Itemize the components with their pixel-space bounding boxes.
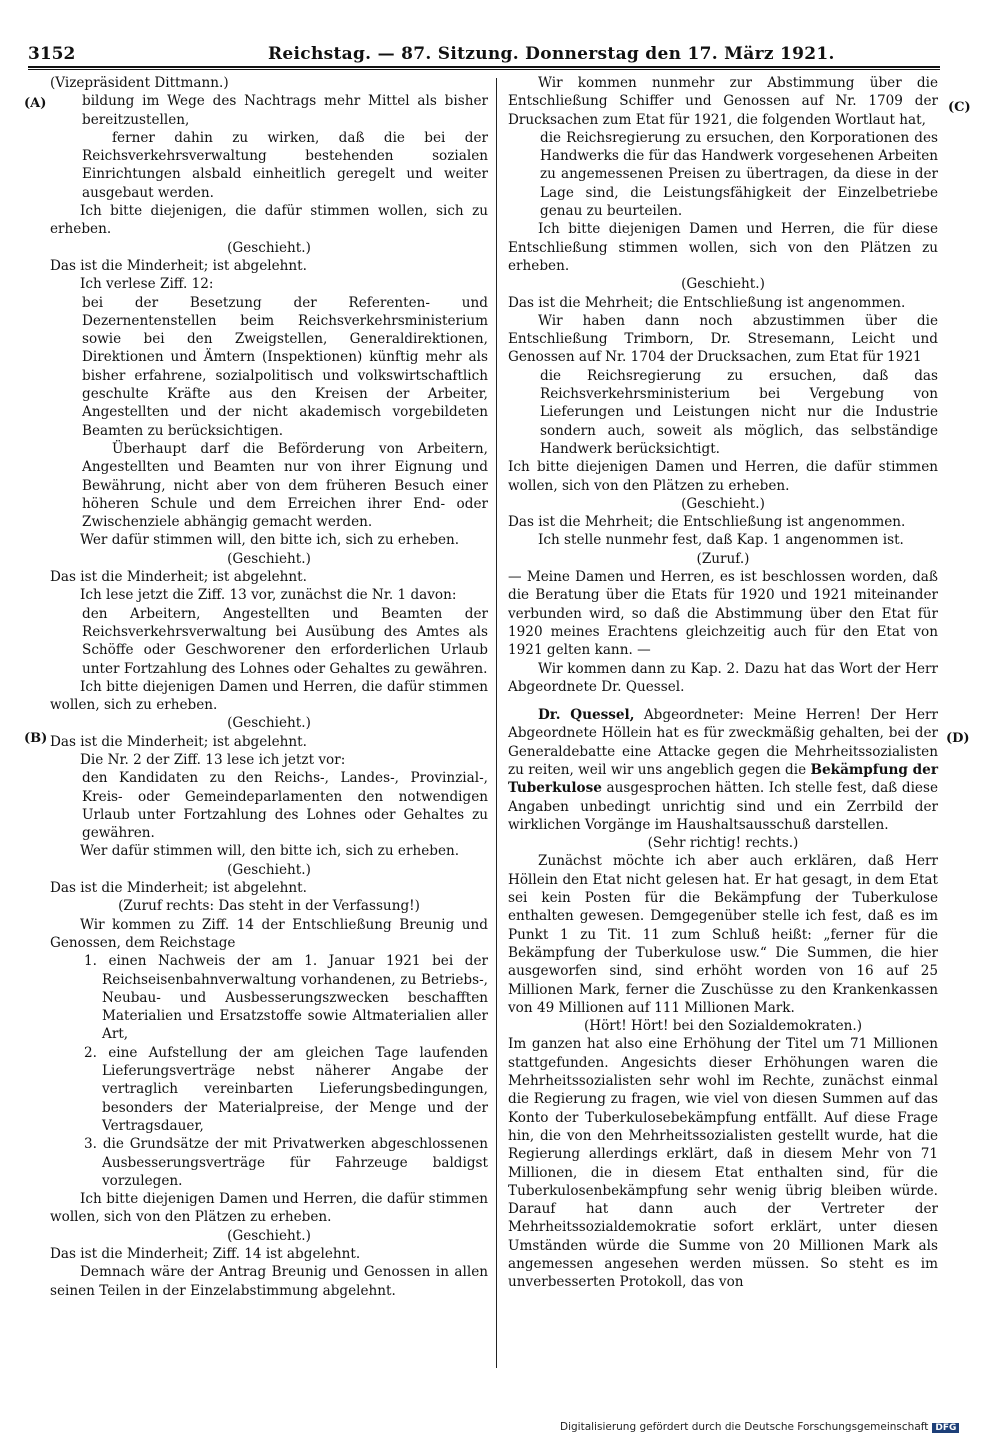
- quoted-motion: die Reichsregierung zu ersuchen, den Korporationen des Handwerks die für das Handwerk vorgesehenen Arbeiten zu angemessenen Preisen zu übertragen, da diese in der Lage sind, die Leistungsfähigkeit der Einzelbetriebe genau zu beurteilen.: [540, 129, 938, 220]
- paragraph: ferner dahin zu wirken, daß die bei der Reichsverkehrsverwaltung bestehenden sozialen Einrichtungen alsbald einheitlich geregelt und weiter ausgebaut werden.: [82, 129, 488, 201]
- paragraph: Wir kommen nunmehr zur Abstimmung über die Entschließung Schiffer und Genossen auf Nr. 1709 der Drucksachen zum Etat für 1921, die folgenden Wortlaut hat,: [508, 75, 938, 128]
- paragraph: Ich bitte diejenigen Damen und Herren, die für diese Entschließung stimmen wollen, sich von den Plätzen zu erheben.: [508, 221, 938, 274]
- page-title: Reichstag. — 87. Sitzung. Donnerstag den 17. März 1921.: [268, 44, 835, 64]
- paragraph: Ich bitte diejenigen Damen und Herren, die dafür stimmen wollen, sich von den Plätzen zu erheben.: [50, 1191, 488, 1226]
- stage-direction: (Geschieht.): [227, 1227, 311, 1244]
- stage-direction: (Geschieht.): [681, 276, 765, 293]
- speaker-note: (Vizepräsident Dittmann.): [50, 75, 229, 91]
- paragraph: Das ist die Minderheit; ist abgelehnt.: [50, 733, 307, 750]
- paragraph: Das ist die Mehrheit; die Entschließung ist angenommen.: [508, 294, 906, 311]
- paragraph: Im ganzen hat also eine Erhöhung der Titel um 71 Millionen stattgefunden. Angesichts dieser Erhöhungen waren die Mehrheitssozialisten sehr wohl im Rechte, zunächst einmal die Regierung zu fragen, wie viel von diesen Summen auf das Konto der Tuberkulosebekämpfung entfällt. Auf diese Frage hin, die von den Mehrheitssozialisten gestellt wurde, hat die Regierung allerdings erklärt, daß in diesem Mehr von 71 Millionen, die in diesem Etat enthalten sind, für die Tuberkulosenbekämpfung sehr wenig übrig bleiben würde. Darauf hat dann auch der Vertreter der Mehrheitssozialdemokratie sofort erklärt, unter diesen Umständen würde die Summe von 20 Millionen Mark als angemessen angesehen werden müssen. So steht es im unverbesserten Protokoll, das von: [508, 1036, 938, 1291]
- quoted-motion: bei der Besetzung der Referenten- und Dezernentenstellen beim Reichsverkehrsministerium sowie bei den Zweigstellen, Generaldirektionen, Direktionen und Ämtern (Inspektionen) künftig mehr als bisher erfahrene, sozialpolitisch und volkswirtschaftlich geschulte Kräfte aus den Kreisen der Arbeiter, Angestellten und der nicht akademisch vorgebildeten Beamten zu berücksichtigen.: [82, 294, 488, 439]
- emphasis-text: Bekämpfung der Tuberkulose: [508, 761, 938, 797]
- quoted-motion: die Reichsregierung zu ersuchen, daß das Reichsverkehrsministerium bei Vergebung von Lieferungen und Leistungen nicht nur die Industrie sondern auch, soweit als möglich, das selbständige Handwerk berücksichtigt.: [540, 367, 938, 457]
- paragraph: Ich verlese Ziff. 12:: [80, 276, 214, 293]
- paragraph: Wer dafür stimmen will, den bitte ich, sich zu erheben.: [80, 843, 460, 860]
- paragraph: Wir kommen zu Ziff. 14 der Entschließung Breunig und Genossen, dem Reichstage: [50, 916, 488, 951]
- footer-text: Digitalisierung gefördert durch die Deutsche Forschungsgemeinschaft: [560, 1421, 929, 1433]
- speech-text: Abgeordneter: Meine Herren! Der Herr Abgeordnete Höllein hat es für zweckmäßig gehalten, bei der Generaldebatte eine Attacke gegen die Mehrheitssozialisten zu reiten, weil wir uns angeblich gegen die: [508, 707, 938, 778]
- margin-mark-c: (C): [948, 100, 971, 115]
- paragraph: bildung im Wege des Nachtrags mehr Mittel als bisher bereitzustellen,: [82, 93, 488, 128]
- margin-mark-b: (B): [24, 731, 48, 746]
- paragraph: Das ist die Minderheit; ist abgelehnt.: [50, 569, 307, 586]
- paragraph: Wir kommen dann zu Kap. 2. Dazu hat das Wort der Herr Abgeordnete Dr. Quessel.: [508, 660, 938, 695]
- paragraph: Demnach wäre der Antrag Breunig und Genossen in allen seinen Teilen in der Einzelabstimmung abgelehnt.: [50, 1264, 488, 1299]
- paragraph: Ich bitte diejenigen, die dafür stimmen wollen, sich zu erheben.: [50, 203, 488, 238]
- paragraph: Wir haben dann noch abzustimmen über die Entschließung Trimborn, Dr. Stresemann, Leicht und Genossen auf Nr. 1704 der Drucksachen, zum Etat für 1921: [508, 312, 938, 366]
- spacer: [508, 696, 938, 706]
- stage-direction: (Hört! Hört! bei den Sozialdemokraten.): [583, 1018, 863, 1035]
- quoted-motion: den Arbeitern, Angestellten und Beamten der Reichsverkehrsverwaltung bei Ausübung des Amtes als Schöffe oder Geschworener den erforderlichen Urlaub unter Fortzahlung des Lohnes oder Gehaltes zu gewähren.: [82, 605, 488, 677]
- stage-direction: (Geschieht.): [681, 495, 765, 512]
- list-item: 1. einen Nachweis der am 1. Januar 1921 bei der Reichseisenbahnverwaltung vorhandenen, zu Betriebs-, Neubau- und Ausbesserungszwecken beschafften Materialien und Ersatzstoffe sowie Altmaterialien aller Art,: [84, 953, 488, 1043]
- stage-direction: (Sehr richtig! rechts.): [647, 835, 799, 852]
- paragraph: Das ist die Mehrheit; die Entschließung ist angenommen.: [508, 514, 906, 531]
- speaker-name: Dr. Quessel,: [538, 707, 635, 724]
- page-header: [20, 40, 938, 68]
- margin-mark-d: (D): [946, 731, 970, 746]
- paragraph: Wer dafür stimmen will, den bitte ich, sich zu erheben.: [80, 532, 460, 549]
- paragraph: Zunächst möchte ich aber auch erklären, daß Herr Höllein den Etat nicht gelesen hat. Er hat gesagt, in dem Etat sei kein Posten für die Bekämpfung der Tuberkulose enthalten gewesen. Demgegenüber stelle ich fest, daß es im Punkt 1 zu Tit. 11 zum Schluß heißt: „ferner für die Bekämpfung der Tuberkulose usw.“ Die Summen, die hier ausgeworfen sind, sind erhöht worden von 16 auf 25 Millionen Mark, ferner die Zuschüsse zu den Krankenkassen von 49 Millionen auf 111 Millionen Mark.: [508, 853, 938, 1016]
- paragraph: Das ist die Minderheit; ist abgelehnt.: [50, 880, 307, 897]
- quoted-motion: Überhaupt darf die Beförderung von Arbeitern, Angestellten und Beamten nur von ihrer Eignung und Bewährung, nicht aber von dem früheren Besuch einer höheren Schule und dem Erreichen ihrer End- oder Zwischenziele abhängig gemacht werden.: [82, 440, 488, 531]
- quoted-motion: den Kandidaten zu den Reichs-, Landes-, Provinzial-, Kreis- oder Gemeindeparlamenten den notwendigen Urlaub unter Fortzahlung des Lohnes oder Gehaltes zu gewähren.: [82, 770, 488, 842]
- footer-credit: [560, 1421, 959, 1433]
- stage-direction: (Geschieht.): [227, 550, 311, 567]
- column-separator: [496, 78, 497, 1368]
- dfg-logo: DFG: [932, 1423, 959, 1433]
- paragraph: Die Nr. 2 der Ziff. 13 lese ich jetzt vor:: [80, 751, 346, 768]
- paragraph: Ich lese jetzt die Ziff. 13 vor, zunächst die Nr. 1 davon:: [80, 587, 457, 604]
- paragraph: Ich bitte diejenigen Damen und Herren, die dafür stimmen wollen, sich von den Plätzen zu erheben.: [508, 459, 938, 494]
- header-rule-thin: [28, 69, 940, 70]
- left-column: [50, 74, 488, 1300]
- speech-opening: [508, 706, 938, 834]
- interjection: (Zuruf rechts: Das steht in der Verfassung!): [118, 898, 420, 915]
- header-rule: [28, 66, 940, 68]
- stage-direction: (Geschieht.): [227, 861, 311, 878]
- interjection: (Zuruf.): [696, 550, 750, 567]
- paragraph: Das ist die Minderheit; Ziff. 14 ist abgelehnt.: [50, 1246, 361, 1262]
- list-item: 3. die Grundsätze der mit Privatwerken abgeschlossenen Ausbesserungsverträge für Fahrzeuge baldigst vorzulegen.: [84, 1136, 488, 1189]
- stage-direction: (Geschieht.): [227, 239, 311, 256]
- paragraph: Ich stelle nunmehr fest, daß Kap. 1 angenommen ist.: [538, 532, 904, 549]
- list-item: 2. eine Aufstellung der am gleichen Tage laufenden Lieferungsverträge nebst näherer Angabe der vertraglich vereinbarten Lieferungsbedingungen, besonders der Materialpreise, der Menge und der Vertragsdauer,: [84, 1044, 488, 1134]
- paragraph: Das ist die Minderheit; ist abgelehnt.: [50, 257, 307, 274]
- margin-mark-a: (A): [24, 96, 47, 111]
- paragraph: Ich bitte diejenigen Damen und Herren, die dafür stimmen wollen, sich zu erheben.: [50, 678, 488, 714]
- page-number: 3152: [28, 44, 76, 64]
- right-column: [508, 74, 938, 1292]
- stage-direction: (Geschieht.): [227, 715, 311, 732]
- paragraph: — Meine Damen und Herren, es ist beschlossen worden, daß die Beratung über die Etats für 1920 und 1921 miteinander verbunden wird, so daß die Abstimmung über den Etat für 1920 meines Erachtens gleichzeitig auch für den Etat von 1921 gelten kann. —: [508, 569, 938, 659]
- speech-text: ausgesprochen hätten. Ich stelle fest, daß diese Angaben unbedingt unrichtig sind und ein Zerrbild der wirklichen Vorgänge im Haushaltsausschuß darstellen.: [508, 780, 938, 833]
